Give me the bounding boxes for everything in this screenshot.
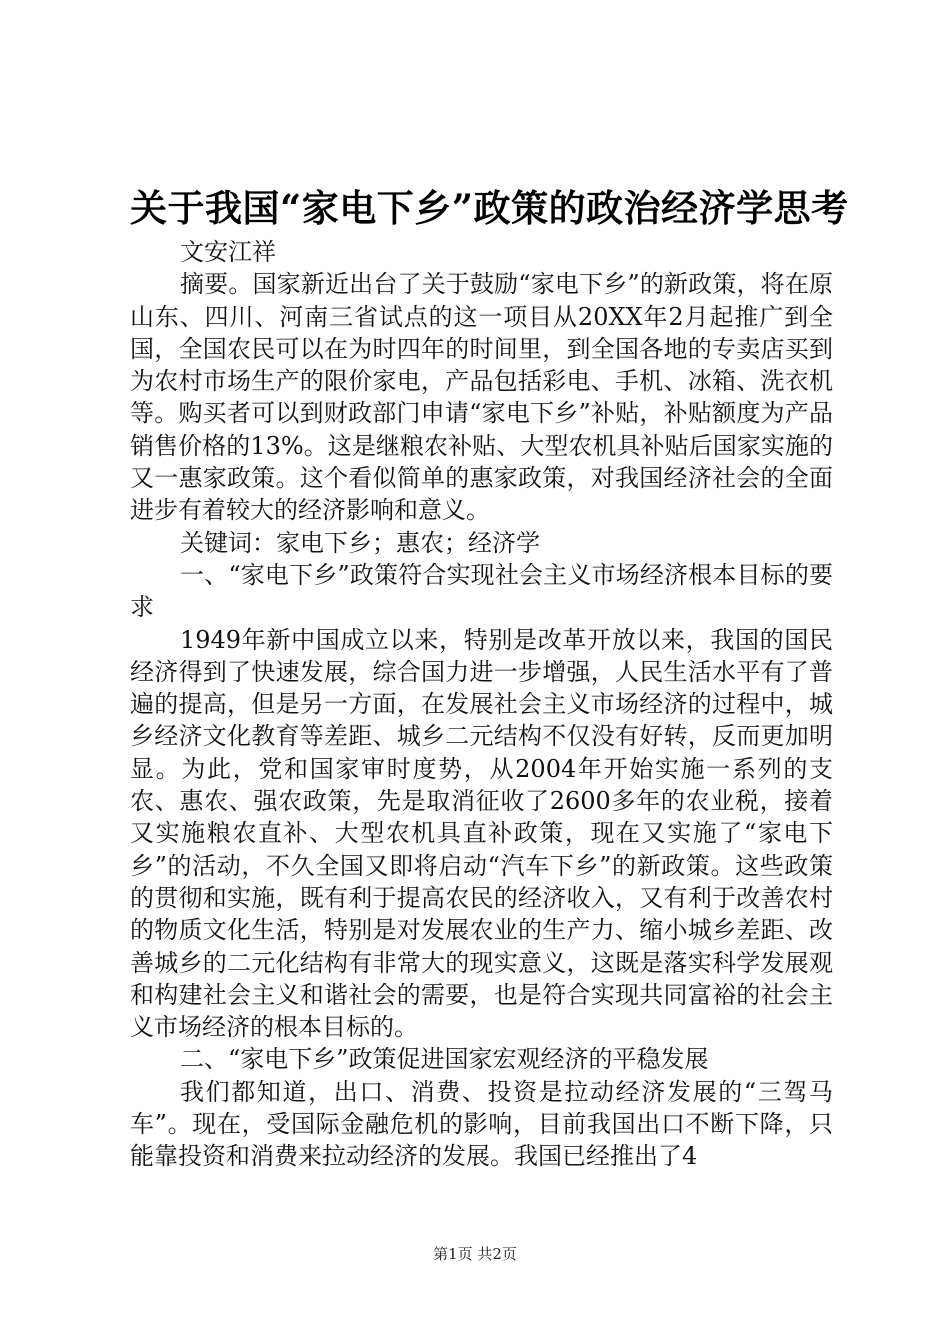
section-heading-1: 一、“家电下乡”政策符合实现社会主义市场经济根本目标的要求	[130, 560, 833, 622]
author-line: 文安江祥	[180, 238, 276, 266]
keywords-paragraph: 关键词：家电下乡；惠农；经济学	[180, 528, 540, 557]
document-title: 关于我国“家电下乡”政策的政治经济学思考	[130, 186, 849, 230]
document-body	[130, 236, 833, 1173]
page-footer: 第1页 共2页	[433, 1245, 517, 1263]
section-heading-2: 二、“家电下乡”政策促进国家宏观经济的平稳发展	[180, 1045, 709, 1074]
body-paragraph-1: 1949年新中国成立以来，特别是改革开放以来，我国的国民经济得到了快速发展，综合国力进一步增强，人民生活水平有了普遍的提高，但是另一方面，在发展社会主义市场经济的过程中，城乡经济文化教育等差距、城乡二元结构不仅没有好转，反而更加明显。为此，党和国家审时度势，从2004年开始实施一系列的支农、惠农、强农政策，先是取消征收了2600多年的农业税，接着又实施粮农直补、大型农机具直补政策，现在又实施了“家电下乡”的活动，不久全国又即将启动“汽车下乡”的新政策。这些政策的贯彻和实施，既有利于提高农民的经济收入，又有利于改善农村的物质文化生活，特别是对发展农业的生产力、缩小城乡差距、改善城乡的二元化结构有非常大的现实意义，这既是落实科学发展观和构建社会主义和谐社会的需要，也是符合实现共同富裕的社会主义市场经济的根本目标的。	[130, 625, 833, 1042]
body-paragraph-2: 我们都知道，出口、消费、投资是拉动经济发展的“三驾马车”。现在，受国际金融危机的影响，目前我国出口不断下降，只能靠投资和消费来拉动经济的发展。我国已经推出了4	[130, 1077, 833, 1171]
abstract-paragraph: 摘要。国家新近出台了关于鼓励“家电下乡”的新政策，将在原山东、四川、河南三省试点的这一项目从20XX年2月起推广到全国，全国农民可以在为时四年的时间里，到全国各地的专卖店买到为农村市场生产的限价家电，产品包括彩电、手机、冰箱、洗衣机等。购买者可以到财政部门申请“家电下乡”补贴，补贴额度为产品销售价格的13%。这是继粮农补贴、大型农机具补贴后国家实施的又一惠家政策。这个看似简单的惠家政策，对我国经济社会的全面进步有着较大的经济影响和意义。	[130, 270, 833, 525]
